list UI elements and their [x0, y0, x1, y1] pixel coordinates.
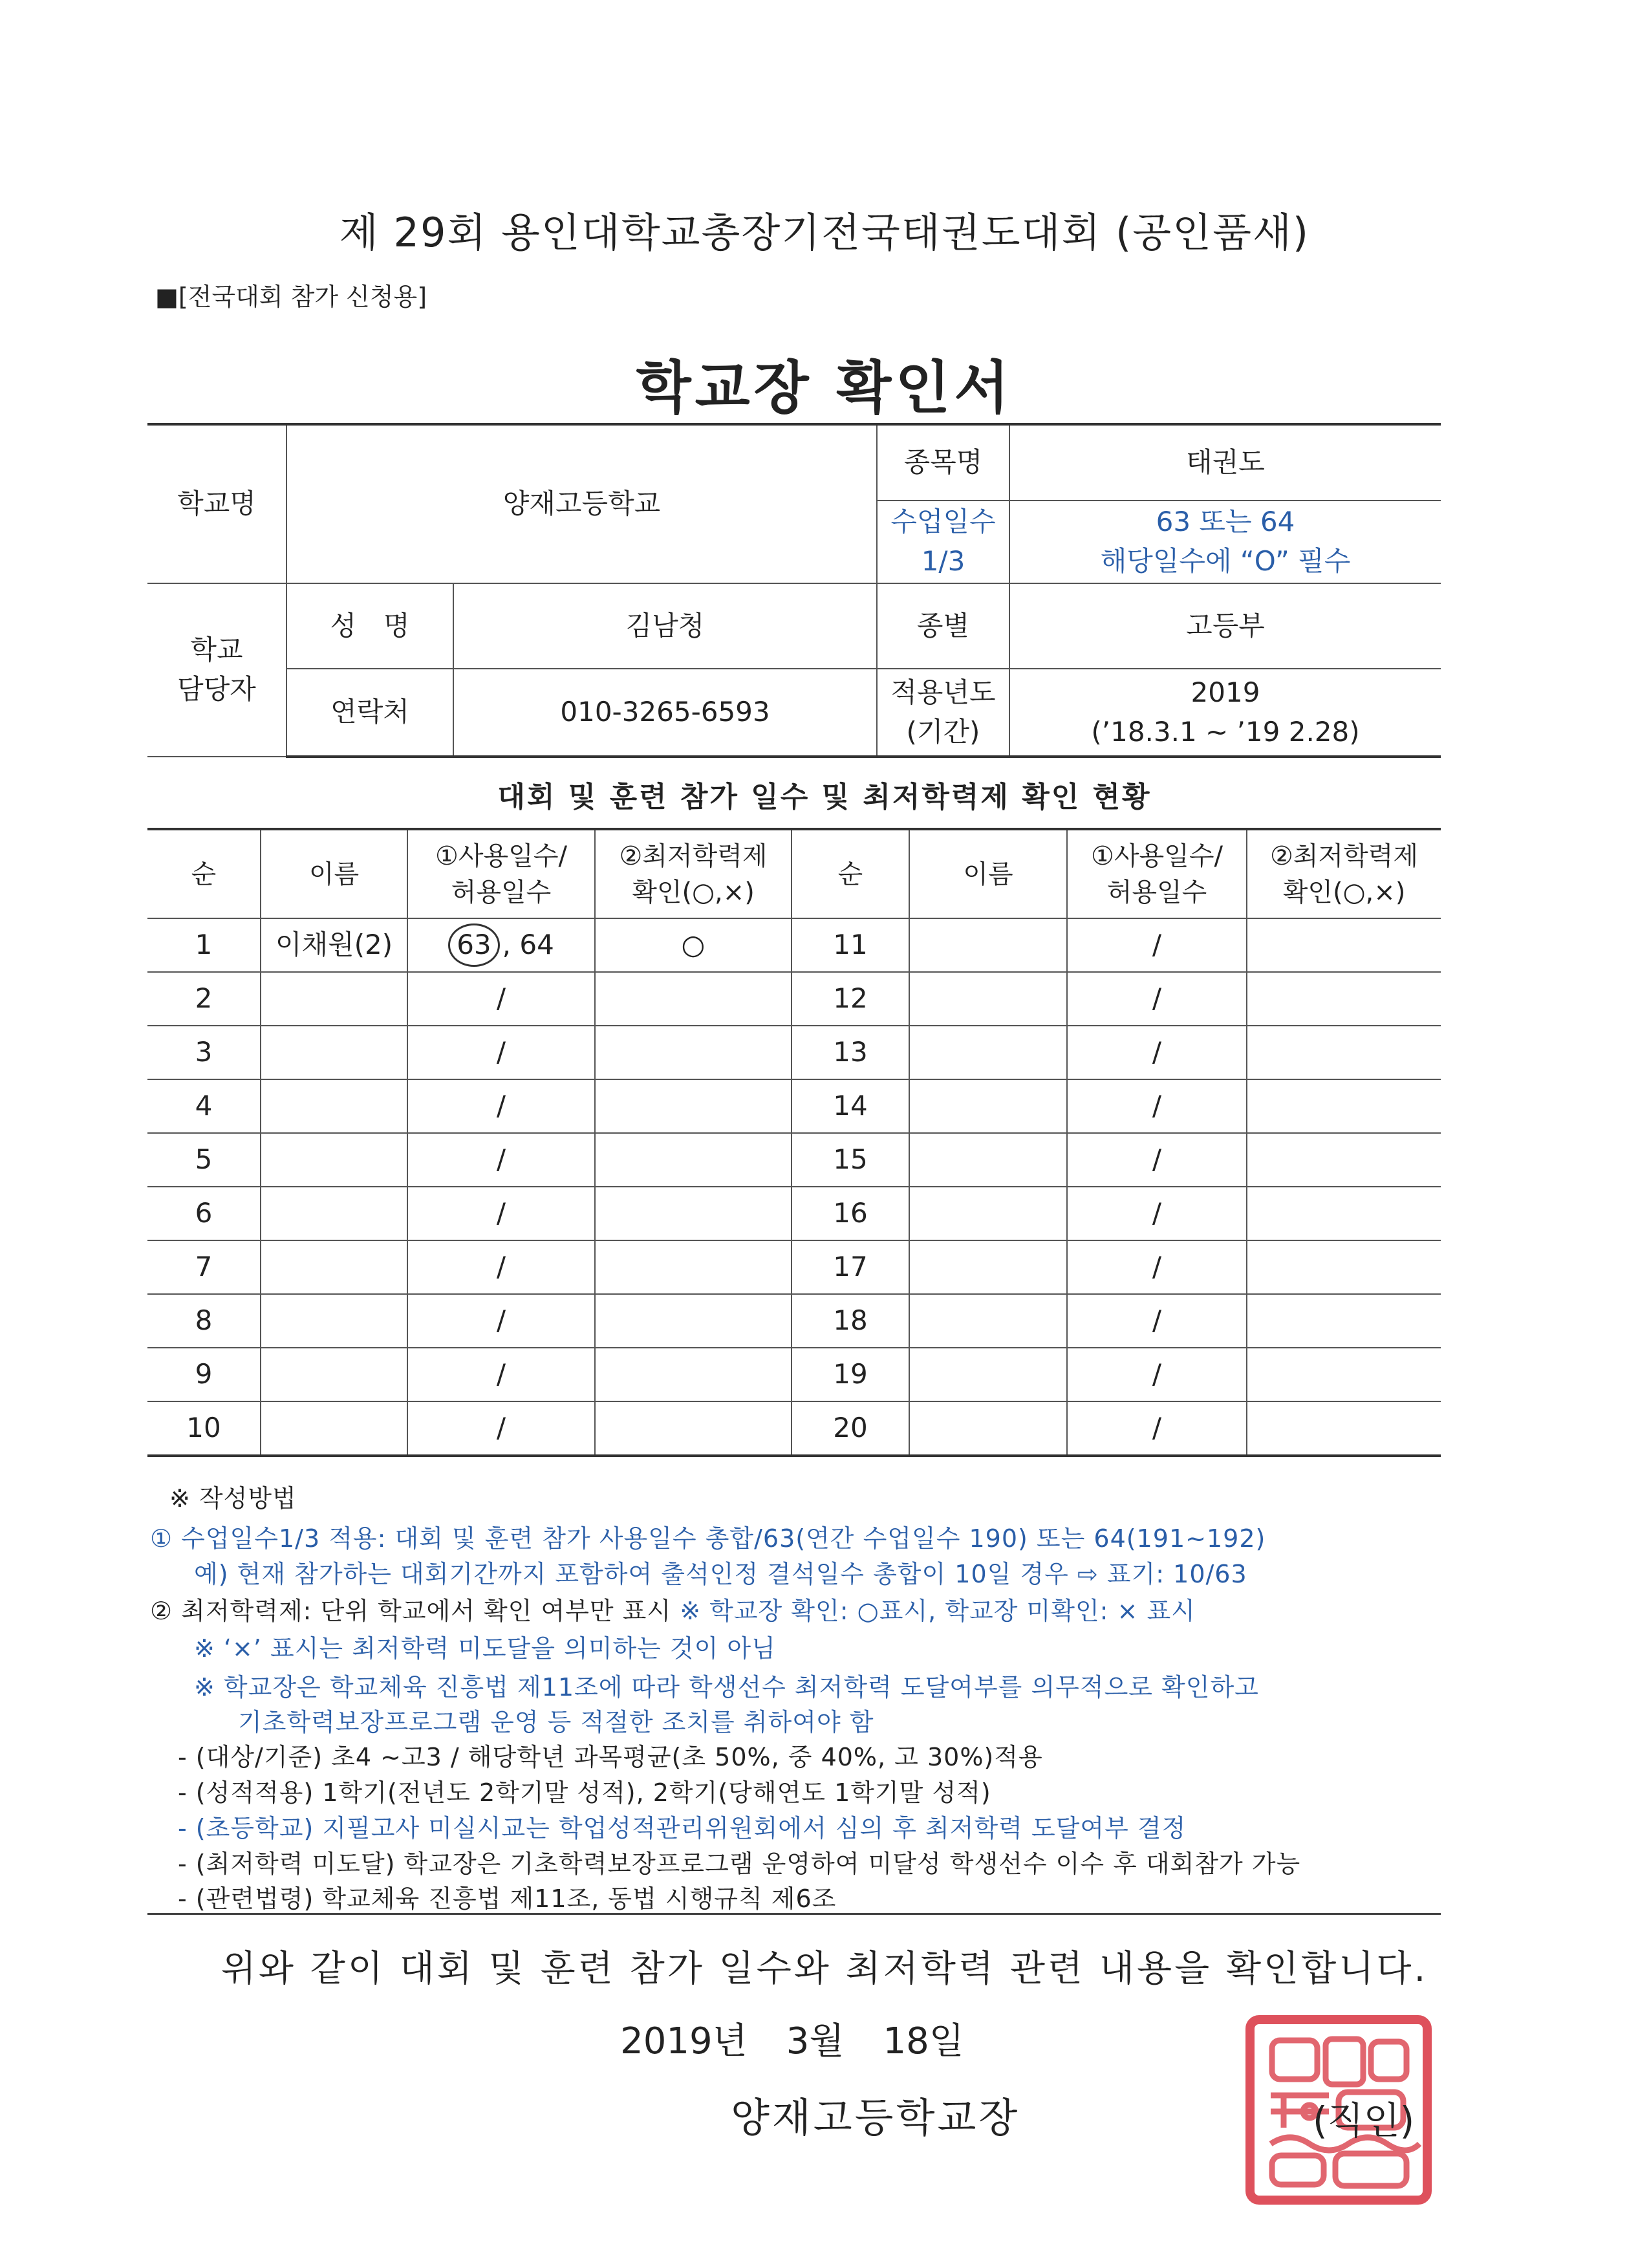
row-name: [261, 972, 407, 1026]
row-min-2: [1247, 1401, 1441, 1456]
row-days: /: [407, 1079, 595, 1133]
row-days: [407, 918, 595, 972]
header-name-2: 이름: [909, 829, 1067, 918]
row-min-2: [1247, 1133, 1441, 1187]
row-name-2: [909, 1348, 1067, 1401]
note-2-emphasis: ※ 학교장 확인: ○표시, 학교장 미확인: × 표시: [680, 1597, 1196, 1625]
table-row: [147, 1079, 1441, 1133]
usage-label: ■[전국대회 참가 신청용]: [155, 283, 427, 311]
row-days: /: [407, 972, 595, 1026]
header-no: 순: [147, 829, 261, 918]
row-days-2: /: [1067, 1401, 1247, 1456]
header-min: [595, 829, 792, 918]
date-day: 18일: [883, 2020, 964, 2062]
row-name: 이채원(2): [261, 918, 407, 972]
note-7: - (초등학교) 지필고사 미실시교는 학업성적관리위원회에서 심의 후 최저학력 도달여부 결정: [178, 1814, 1187, 1842]
year-value: [1009, 669, 1441, 757]
date-year: 2019년: [620, 2020, 748, 2062]
class-days-value-line1: 63 또는 64: [1156, 506, 1295, 538]
contact-label: 연락처: [286, 669, 453, 757]
year-label-line1: 적용년도: [890, 676, 996, 708]
table-row: [147, 1187, 1441, 1240]
row-name: [261, 1079, 407, 1133]
row-days-2: /: [1067, 1348, 1247, 1401]
row-no-2: 11: [792, 918, 909, 972]
note-1b: 예) 현재 참가하는 대회기간까지 포함하여 출석인정 결석일수 총합이 10일 경우 ⇨ 표기: 10/63: [194, 1560, 1247, 1588]
row-name-2: [909, 1401, 1067, 1456]
header-days-line1: ①사용일수/: [435, 841, 567, 871]
manager-label: [147, 583, 286, 757]
row-no: 10: [147, 1401, 261, 1456]
row-name: [261, 1240, 407, 1294]
note-3: ※ ‘×’ 표시는 최저학력 미도달을 의미하는 것이 아님: [194, 1634, 776, 1663]
row-min: [595, 1079, 792, 1133]
row-name-2: [909, 1187, 1067, 1240]
row-no-2: 18: [792, 1294, 909, 1348]
row-name-2: [909, 1079, 1067, 1133]
row-no-2: 12: [792, 972, 909, 1026]
row-min: [595, 1026, 792, 1079]
header-days-2: [1067, 829, 1247, 918]
row-min: [595, 1187, 792, 1240]
note-1a: ① 수업일수1/3 적용: 대회 및 훈련 참가 사용일수 총합/63(연간 수업일수 190) 또는 64(191~192): [150, 1524, 1266, 1553]
class-days-label-line1: 수업일수: [890, 506, 996, 538]
section-title: 대회 및 훈련 참가 일수 및 최저학력제 확인 현황: [497, 781, 1152, 814]
row-no: 4: [147, 1079, 261, 1133]
row-no: 3: [147, 1026, 261, 1079]
row-no: 5: [147, 1133, 261, 1187]
row-min: [595, 1348, 792, 1401]
row-no: 1: [147, 918, 261, 972]
row-name: [261, 1187, 407, 1240]
class-days-value: [1009, 501, 1441, 583]
row-no-2: 14: [792, 1079, 909, 1133]
row-days: /: [407, 1401, 595, 1456]
table-row: [147, 1348, 1441, 1401]
row-min: [595, 1294, 792, 1348]
roster-table: [147, 828, 1441, 1457]
class-days-label: [877, 501, 1009, 583]
year-label-line2: (기간): [906, 715, 980, 748]
table-row: [147, 918, 1441, 972]
manager-label-line2: 담당자: [177, 673, 256, 705]
divider: [147, 1913, 1441, 1915]
circled-days-value: 63: [448, 923, 499, 967]
year-value-line1: 2019: [1191, 676, 1260, 708]
header-min-2: [1247, 829, 1441, 918]
table-row: [147, 1133, 1441, 1187]
row-name-2: [909, 918, 1067, 972]
header-min-line2: 확인(○,×): [632, 877, 755, 907]
row-days: /: [407, 1133, 595, 1187]
row-no: 8: [147, 1294, 261, 1348]
note-2-main: ② 최저학력제: 단위 학교에서 확인 여부만 표시: [150, 1597, 672, 1625]
class-days-value-line2: 해당일수에 “O” 필수: [1100, 545, 1351, 577]
row-no-2: 19: [792, 1348, 909, 1401]
category-value: 고등부: [1009, 583, 1441, 669]
row-days: /: [407, 1240, 595, 1294]
year-value-line2: (’18.3.1 ~ ’19 2.28): [1091, 715, 1360, 748]
row-no-2: 20: [792, 1401, 909, 1456]
row-days-rest: , 64: [502, 929, 554, 961]
row-no: 9: [147, 1348, 261, 1401]
header-name: 이름: [261, 829, 407, 918]
row-days: /: [407, 1294, 595, 1348]
row-days: /: [407, 1348, 595, 1401]
row-no-2: 17: [792, 1240, 909, 1294]
year-label: [877, 669, 1009, 757]
row-name: [261, 1026, 407, 1079]
class-days-label-line2: 1/3: [921, 545, 965, 577]
table-row: [147, 1240, 1441, 1294]
row-days-2: /: [1067, 1079, 1247, 1133]
header-days-line2: 허용일수: [451, 877, 552, 907]
row-name-2: [909, 972, 1067, 1026]
row-min-2: [1247, 1348, 1441, 1401]
row-no: 6: [147, 1187, 261, 1240]
seal-label: (직인): [1313, 2099, 1415, 2143]
principal-signature: 양재고등학교장: [731, 2094, 1020, 2141]
header-days: [407, 829, 595, 918]
note-6: - (성적적용) 1학기(전년도 2학기말 성적), 2학기(당해연도 1학기말 성적): [178, 1778, 991, 1807]
note-4a: ※ 학교장은 학교체육 진흥법 제11조에 따라 학생선수 최저학력 도달여부를 의무적으로 확인하고: [194, 1673, 1259, 1701]
header-days-2-line1: ①사용일수/: [1091, 841, 1223, 871]
row-no-2: 15: [792, 1133, 909, 1187]
row-days-2: /: [1067, 918, 1247, 972]
row-no-2: 16: [792, 1187, 909, 1240]
row-days-2: /: [1067, 1187, 1247, 1240]
note-2: [150, 1591, 1196, 1626]
row-days: /: [407, 1026, 595, 1079]
event-value: 태권도: [1009, 424, 1441, 501]
header-days-2-line2: 허용일수: [1106, 877, 1207, 907]
row-days-2: /: [1067, 1026, 1247, 1079]
header-min-2-line2: 확인(○,×): [1282, 877, 1406, 907]
note-5: - (대상/기준) 초4 ~고3 / 해당학년 과목평균(초 50%, 중 40%, 고 30%)적용: [178, 1743, 1043, 1771]
row-min: [595, 972, 792, 1026]
note-4b: 기초학력보장프로그램 운영 등 적절한 조치를 취하여야 함: [238, 1708, 874, 1736]
name-label: 성 명: [286, 583, 453, 669]
row-name-2: [909, 1133, 1067, 1187]
note-8: - (최저학력 미도달) 학교장은 기초학력보장프로그램 운영하여 미달성 학생선수 이수 후 대회참가 가능: [178, 1850, 1301, 1878]
school-info-table: [147, 423, 1441, 758]
row-days-2: /: [1067, 972, 1247, 1026]
row-min-2: [1247, 1187, 1441, 1240]
row-days-2: /: [1067, 1294, 1247, 1348]
row-days-2: /: [1067, 1133, 1247, 1187]
name-value: 김남청: [453, 583, 877, 669]
row-min-2: [1247, 1026, 1441, 1079]
table-row: [147, 1026, 1441, 1079]
row-no: 2: [147, 972, 261, 1026]
row-no-2: 13: [792, 1026, 909, 1079]
table-row: [147, 1294, 1441, 1348]
row-min-2: [1247, 1240, 1441, 1294]
row-min-2: [1247, 918, 1441, 972]
header-min-line1: ②최저학력제: [619, 841, 768, 871]
row-min: [595, 1240, 792, 1294]
row-name-2: [909, 1294, 1067, 1348]
row-days: /: [407, 1187, 595, 1240]
row-name: [261, 1348, 407, 1401]
row-no: 7: [147, 1240, 261, 1294]
row-min-2: [1247, 1079, 1441, 1133]
school-name-label: 학교명: [147, 424, 286, 583]
row-min: [595, 1401, 792, 1456]
row-days-2: /: [1067, 1240, 1247, 1294]
school-name-value: 양재고등학교: [286, 424, 877, 583]
contact-value: 010-3265-6593: [453, 669, 877, 757]
row-name-2: [909, 1026, 1067, 1079]
notes-heading: ※ 작성방법: [169, 1484, 297, 1513]
row-name-2: [909, 1240, 1067, 1294]
document-title: 학교장 확인서: [636, 354, 1013, 421]
row-min-check: ○: [595, 918, 792, 972]
note-9: - (관련법령) 학교체육 진흥법 제11조, 동법 시행규칙 제6조: [178, 1885, 837, 1913]
header-no-2: 순: [792, 829, 909, 918]
table-row: [147, 972, 1441, 1026]
row-min-2: [1247, 1294, 1441, 1348]
event-label: 종목명: [877, 424, 1009, 501]
row-name: [261, 1133, 407, 1187]
row-min: [595, 1133, 792, 1187]
event-title: 제 29회 용인대학교총장기전국태권도대회 (공인품새): [339, 209, 1310, 256]
header-min-2-line1: ②최저학력제: [1269, 841, 1419, 871]
date-month: 3월: [786, 2020, 845, 2062]
row-name: [261, 1401, 407, 1456]
confirmation-statement: 위와 같이 대회 및 훈련 참가 일수와 최저학력 관련 내용을 확인합니다.: [221, 1948, 1428, 1990]
row-min-2: [1247, 972, 1441, 1026]
category-label: 종별: [877, 583, 1009, 669]
row-name: [261, 1294, 407, 1348]
manager-label-line1: 학교: [190, 634, 243, 666]
table-row: [147, 1401, 1441, 1456]
